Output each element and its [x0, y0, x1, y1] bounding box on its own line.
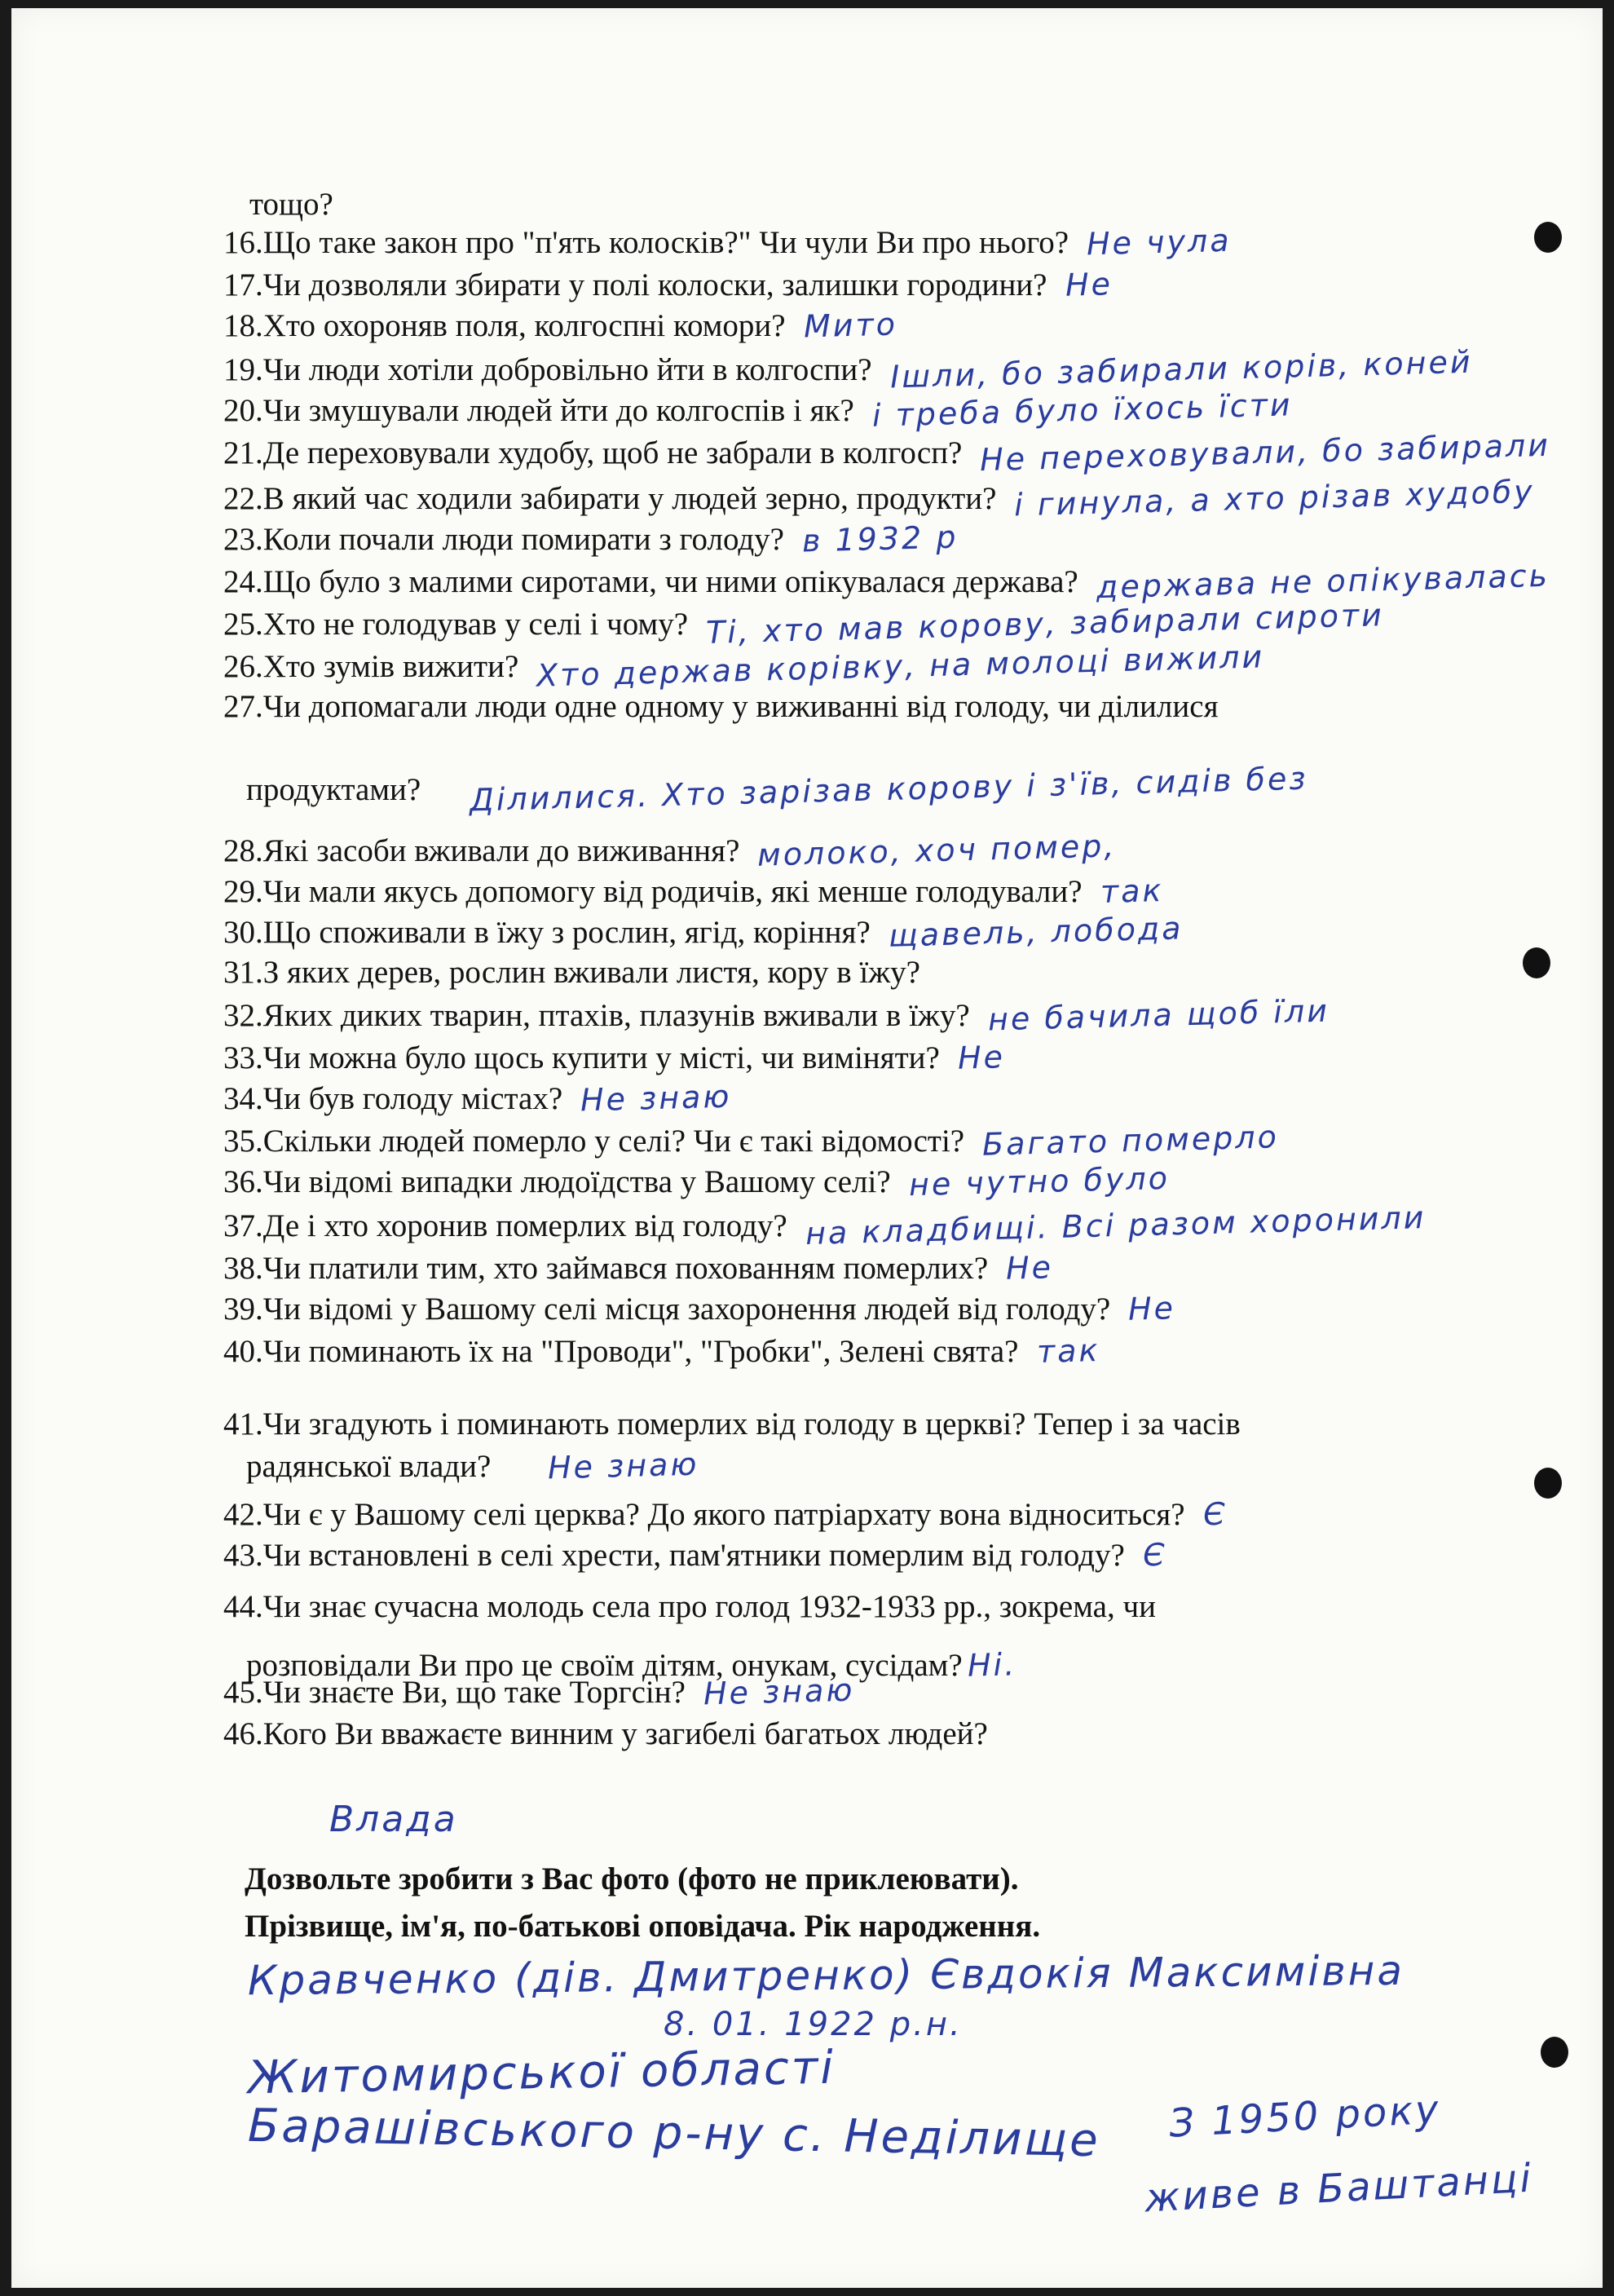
handwritten-answer: і треба було їхось їсти	[871, 386, 1293, 434]
handwritten-answer: Не	[1064, 266, 1113, 303]
handwritten-answer: не чутно було	[908, 1159, 1171, 1203]
narrator-district: Барашівського р-ну с. Неділище	[247, 2099, 1101, 2168]
question-38	[223, 1247, 1528, 1289]
question-25	[223, 597, 1528, 651]
question-text: 19.Чи люди хотіли добровільно йти в колгоспи?	[223, 352, 872, 387]
question-31	[223, 952, 1528, 993]
handwritten-answer: Хто держав корівку, на молоці вижили	[536, 638, 1266, 694]
question-text: 37.Де і хто хоронив померлих від голоду?	[223, 1208, 787, 1243]
question-text: 31.З яких дерев, рослин вживали листя, кору в їжу?	[223, 955, 920, 990]
question-text: 36.Чи відомі випадки людоїдства у Вашому селі?	[223, 1164, 891, 1199]
q27-answer: Ділилися. Хто зарізав корову і з'їв, сидів без	[469, 760, 1309, 819]
question-text: 23.Коли почали люди помирати з голоду?	[223, 522, 784, 557]
question-text: 27.Чи допомагали люди одне одному у виживанні від голоду, чи ділилися	[223, 689, 1219, 724]
handwritten-answer: Не чула	[1086, 222, 1233, 263]
question-text: 32.Яких диких тварин, птахів, плазунів вживали в їжу?	[223, 998, 970, 1033]
narrator-lives: живе в Баштанці	[1143, 2155, 1535, 2222]
handwritten-answer: Мито	[803, 306, 898, 345]
question-44	[223, 1587, 1528, 1627]
handwritten-answer: Не знаю	[703, 1671, 855, 1712]
question-28	[223, 830, 1528, 872]
narrator-request: Прізвище, ім'я, по-батькові оповідача. Рік народження.	[245, 1909, 1041, 1944]
handwritten-answer: держава не опікувалась	[1096, 557, 1550, 606]
question-35	[223, 1120, 1528, 1162]
narrator-region: Житомирської області	[247, 2041, 836, 2105]
narrator-birth: 8. 01. 1922 р.н.	[664, 2006, 963, 2043]
question-42	[223, 1494, 1528, 1535]
q44-answer: Ні.	[967, 1646, 1017, 1684]
question-text: 35.Скільки людей померло у селі? Чи є такі відомості?	[223, 1124, 965, 1159]
handwritten-answer: Не знаю	[580, 1078, 733, 1119]
question-text: 42.Чи є у Вашому селі церква? До якого патріархату вона відноситься?	[223, 1497, 1185, 1532]
question-34	[223, 1078, 1528, 1119]
question-text: 29.Чи мали якусь допомогу від родичів, які менше голодували?	[223, 874, 1083, 909]
question-43	[223, 1534, 1528, 1576]
photo-request: Дозвольте зробити з Вас фото (фото не приклеювати).	[245, 1861, 1019, 1896]
question-text: 25.Хто не голодував у селі і чому?	[223, 607, 689, 642]
document-page	[11, 8, 1603, 2288]
handwritten-answer: молоко, хоч помер,	[756, 828, 1118, 873]
question-32	[223, 992, 1528, 1038]
question-41	[223, 1404, 1528, 1445]
narrator-name: Кравченко (дів. Дмитренко) Євдокія Максимівна	[247, 1946, 1405, 2005]
question-text: 22.В який час ходили забирати у людей зерно, продукти?	[223, 481, 997, 516]
question-text: 30.Що споживали в їжу з рослин, ягід, коріння?	[223, 915, 871, 950]
question-text: 43.Чи встановлені в селі хрести, пам'ятники померлим від голоду?	[223, 1538, 1125, 1573]
q46-answer: Влада	[329, 1799, 458, 1840]
question-20	[223, 386, 1528, 434]
question-text: 28.Які засоби вживали до виживання?	[223, 833, 740, 868]
handwritten-answer: на кладбищі. Всі разом хоронили	[805, 1199, 1427, 1252]
question-29	[223, 871, 1528, 912]
question-21	[223, 426, 1551, 479]
question-22	[223, 473, 1536, 523]
punch-hole	[1534, 1468, 1562, 1499]
question-19	[223, 343, 1528, 395]
q41-answer: Не знаю	[547, 1446, 700, 1486]
question-text: 17.Чи дозволяли збирати у полі колоски, залишки городини?	[223, 267, 1047, 302]
handwritten-answer: Ішли, бо забирали корів, коней	[889, 343, 1473, 395]
question-46	[223, 1714, 1528, 1755]
handwritten-answer: Не	[1005, 1249, 1054, 1287]
question-text: 20.Чи змушували людей йти до колгоспів і як?	[223, 393, 854, 428]
question-text: 34.Чи був голоду містах?	[223, 1081, 563, 1116]
question-27	[223, 687, 1528, 727]
question-text: 21.Де переховували худобу, щоб не забрали в колгосп?	[223, 435, 963, 470]
question-36	[223, 1161, 1528, 1203]
handwritten-answer: Не	[1127, 1290, 1176, 1327]
question-text: 33.Чи можна було щось купити у місті, чи виміняти?	[223, 1040, 940, 1075]
question-16	[223, 222, 1528, 263]
question-text: 38.Чи платили тим, хто займався похованням померлих?	[223, 1251, 989, 1286]
question-17	[223, 264, 1528, 306]
intro-fragment: тощо?	[249, 187, 333, 222]
question-23	[223, 519, 1528, 560]
q44-continuation: розповідали Ви про це своїм дітям, онукам, сусідам? Ні.	[246, 1646, 1017, 1684]
question-text: 41.Чи згадують і поминають померлих від голоду в церкві? Тепер і за часів	[223, 1406, 1241, 1442]
punch-hole	[1534, 222, 1562, 253]
handwritten-answer: так	[1099, 872, 1164, 911]
question-text: 16.Що таке закон про "п'ять колосків?" Чи чули Ви про нього?	[223, 225, 1069, 260]
handwritten-answer: в 1932 р	[801, 519, 959, 559]
handwritten-answer: не бачила щоб їли	[987, 992, 1330, 1038]
handwritten-answer: Є	[1202, 1495, 1228, 1533]
punch-hole	[1541, 2037, 1568, 2068]
question-37	[223, 1199, 1528, 1252]
handwritten-answer: так	[1035, 1331, 1100, 1371]
handwritten-answer: і гинула, а хто різав худобу	[1013, 473, 1536, 523]
question-text: 18.Хто охороняв поля, колгоспні комори?	[223, 308, 786, 343]
handwritten-answer: Не	[957, 1039, 1006, 1076]
handwritten-answer: Є	[1142, 1536, 1167, 1574]
handwritten-answer: Ті, хто мав корову, забирали сироти	[705, 597, 1385, 651]
question-40	[223, 1331, 1528, 1372]
question-26	[223, 638, 1528, 694]
q41-continuation: радянської влади? Не знаю	[246, 1446, 700, 1486]
question-text: 46.Кого Ви вважаєте винним у загибелі багатьох людей?	[223, 1716, 988, 1751]
question-text: 26.Хто зумів вижити?	[223, 649, 519, 684]
handwritten-answer: Багато померло	[981, 1119, 1280, 1163]
question-33	[223, 1037, 1528, 1079]
narrator-since: З 1950 року	[1167, 2086, 1442, 2147]
question-text: 39.Чи відомі у Вашому селі місця захоронення людей від голоду?	[223, 1292, 1111, 1327]
question-text: 40.Чи поминають їх на "Проводи", "Гробки", Зелені свята?	[223, 1334, 1019, 1369]
question-39	[223, 1288, 1528, 1330]
question-18	[223, 305, 1528, 347]
question-text: 44.Чи знає сучасна молодь села про голод 1932-1933 рр., зокрема, чи	[223, 1589, 1156, 1624]
handwritten-answer: Не переховували, бо забирали	[979, 426, 1551, 479]
question-text: 24.Що було з малими сиротами, чи ними опікувалася держава?	[223, 564, 1078, 599]
handwritten-answer: щавель, лобода	[888, 910, 1184, 954]
q27-continuation: продуктами? Ділилися. Хто зарізав корову і з'їв, сидів без	[246, 760, 1309, 819]
question-30	[223, 912, 1528, 953]
question-text: 45.Чи знаєте Ви, що таке Торгсін?	[223, 1675, 686, 1710]
